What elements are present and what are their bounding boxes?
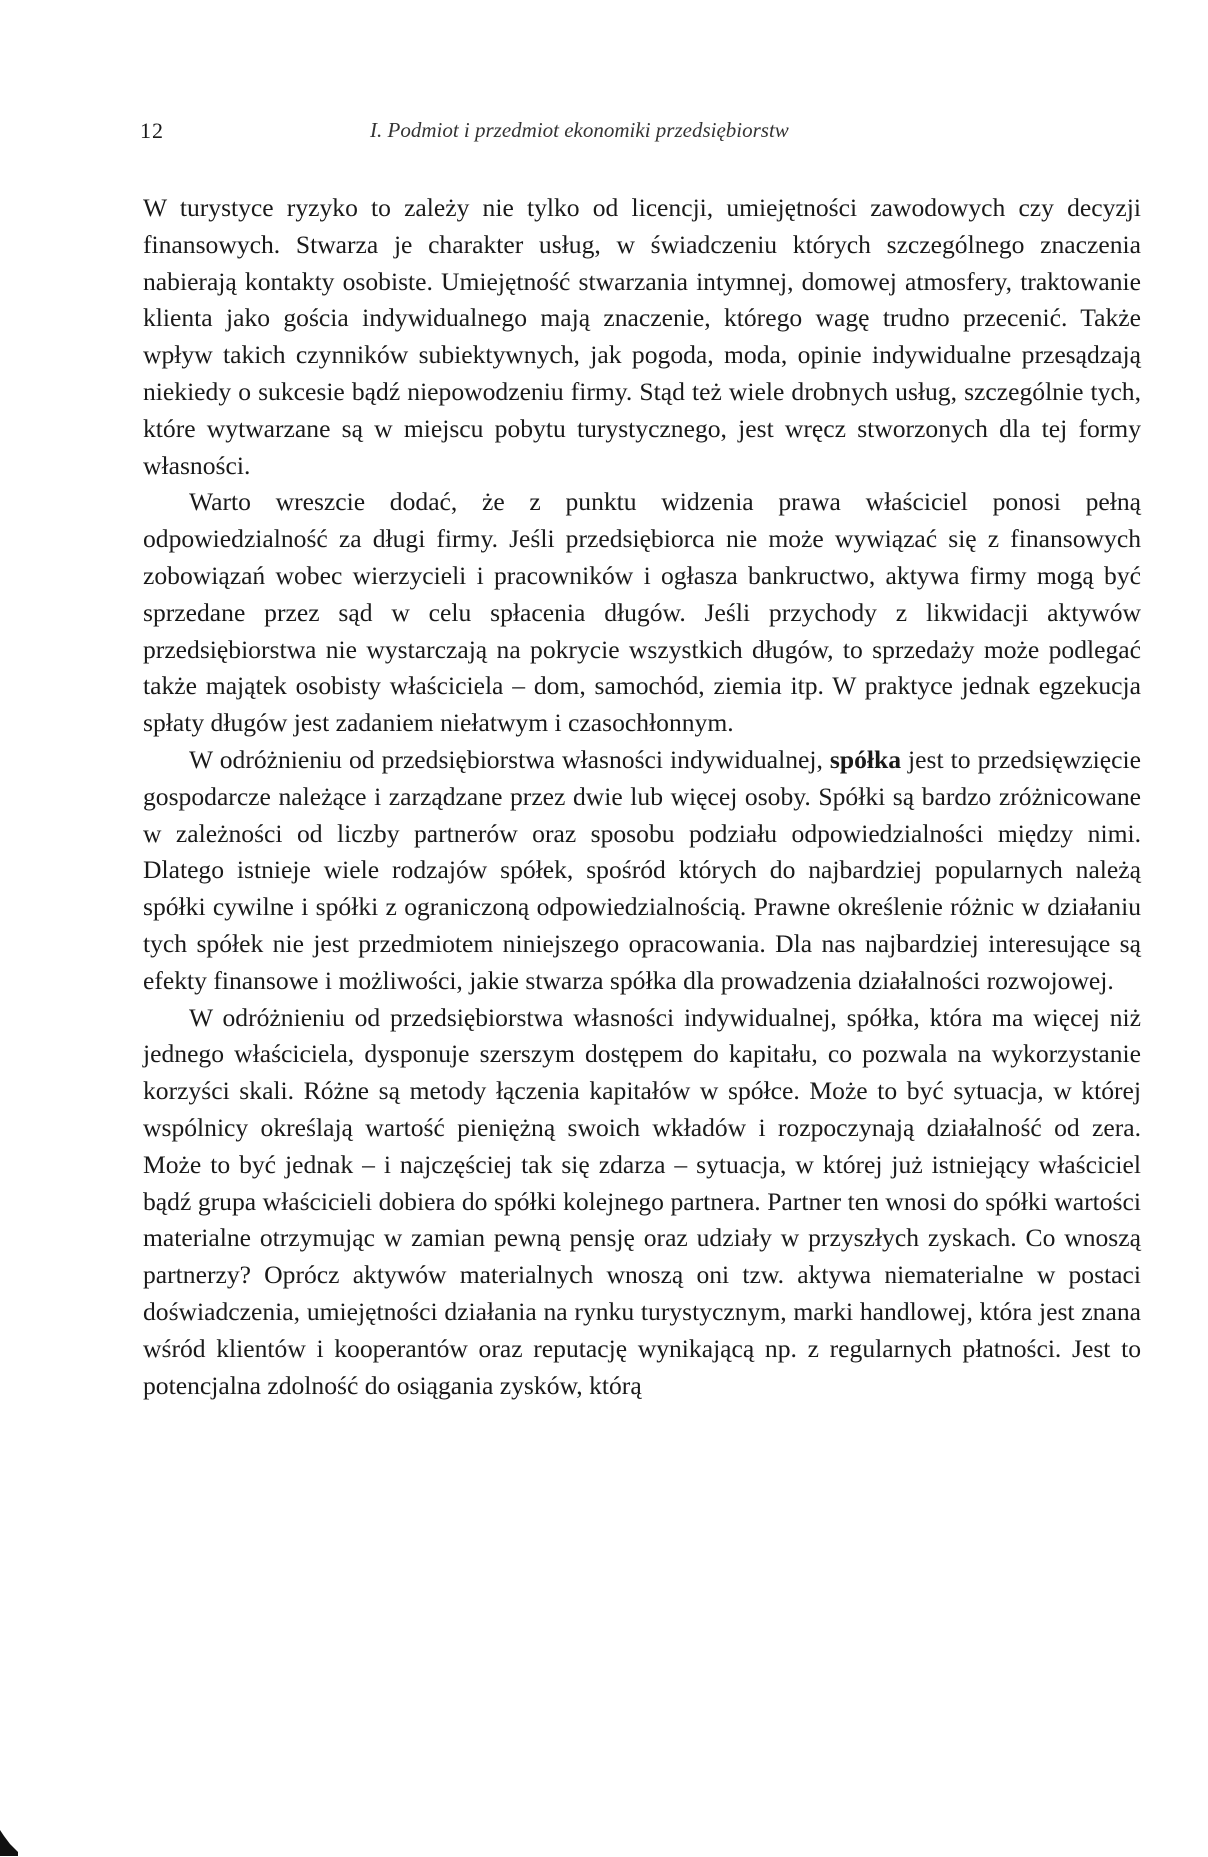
paragraph-3-end: jest to przedsięwzięcie gospodarcze należące i zarządzane przez dwie lub więcej osoby. Spółki są bardzo zróżnicowane w zależności od liczby partnerów oraz sposobu podziału odpowiedzialności między nimi. Dlatego istnieje wiele rodzajów spółek, spośród których do najbardziej popularnych należą spółki cywilne i spółki z ograniczoną odpowiedzialnością. Prawne określenie różnic w działaniu tych spółek nie jest przedmiotem niniejszego opracowania. Dla nas najbardziej interesujące są efekty finansowe i możliwości, jakie stwarza spółka dla prowadzenia działalności rozwojowej. [143,744,1141,995]
paragraph-3-start: W odróżnieniu od przedsiębiorstwa własności indywidualnej, [189,744,830,774]
page-number: 12 [140,118,164,143]
paragraph-3 [143,742,1141,1000]
term-spolka: spółka [829,744,902,774]
page-header [140,118,1140,148]
paragraph-2: Warto wreszcie dodać, że z punktu widzenia prawa właściciel ponosi pełną odpowiedzialność za długi firmy. Jeśli przedsiębiorca nie może wywiązać się z finansowych zobowiązań wobec wierzycieli i pracowników i ogłasza bankructwo, aktywa firmy mogą być sprzedane przez sąd w celu spłacenia długów. Jeśli przychody z likwidacji aktywów przedsiębiorstwa nie wystarczają na pokrycie wszystkich długów, to sprzedaży może podlegać także majątek osobisty właściciela – dom, samochód, ziemia itp. W praktyce jednak egzekucja spłaty długów jest zadaniem niełatwym i czasochłonnym. [143,487,1141,738]
paragraph-4: W odróżnieniu od przedsiębiorstwa własności indywidualnej, spółka, która ma więcej niż jednego właściciela, dysponuje szerszym dostępem do kapitału, co pozwala na wykorzystanie korzyści skali. Różne są metody łączenia kapitałów w spółce. Może to być sytuacja, w której wspólnicy określają wartość pieniężną swoich wkładów i rozpoczynają działalność od zera. Może to być jednak – i najczęściej tak się zdarza – sytuacja, w której już istniejący właściciel bądź grupa właścicieli dobiera do spółki kolejnego partnera. Partner ten wnosi do spółki wartości materialne otrzymując w zamian pewną pensję oraz udziały w przyszłych zyskach. Co wnoszą partnerzy? Oprócz aktywów materialnych wnoszą oni tzw. aktywa niematerialne w postaci doświadczenia, umiejętności działania na rynku turystycznym, marki handlowej, która jest znana wśród klientów i kooperantów oraz reputację wynikającą np. z regularnych płatności. Jest to potencjalna zdolność do osiągania zysków, którą [143,1002,1141,1400]
scan-corner-mark [0,1830,18,1856]
paragraph-1: W turystyce ryzyko to zależy nie tylko od licencji, umiejętności zawodowych czy decyzji finansowych. Stwarza je charakter usług, w świadczeniu których szczególnego znaczenia nabierają kontakty osobiste. Umiejętność stwarzania intymnej, domowej atmosfery, traktowanie klienta jako gościa indywidualnego mają znaczenie, którego wagę trudno przecenić. Także wpływ takich czynników subiektywnych, jak pogoda, moda, opinie indywidualne przesądzają niekiedy o sukcesie bądź niepowodzeniu firmy. Stąd też wiele drobnych usług, szczególnie tych, które wytwarzane są w miejscu pobytu turystycznego, jest wręcz stworzonych dla tej formy własności. [143,193,1141,480]
body-text [143,190,1141,1404]
running-title: I. Podmiot i przedmiot ekonomiki przedsiębiorstw [370,118,789,142]
